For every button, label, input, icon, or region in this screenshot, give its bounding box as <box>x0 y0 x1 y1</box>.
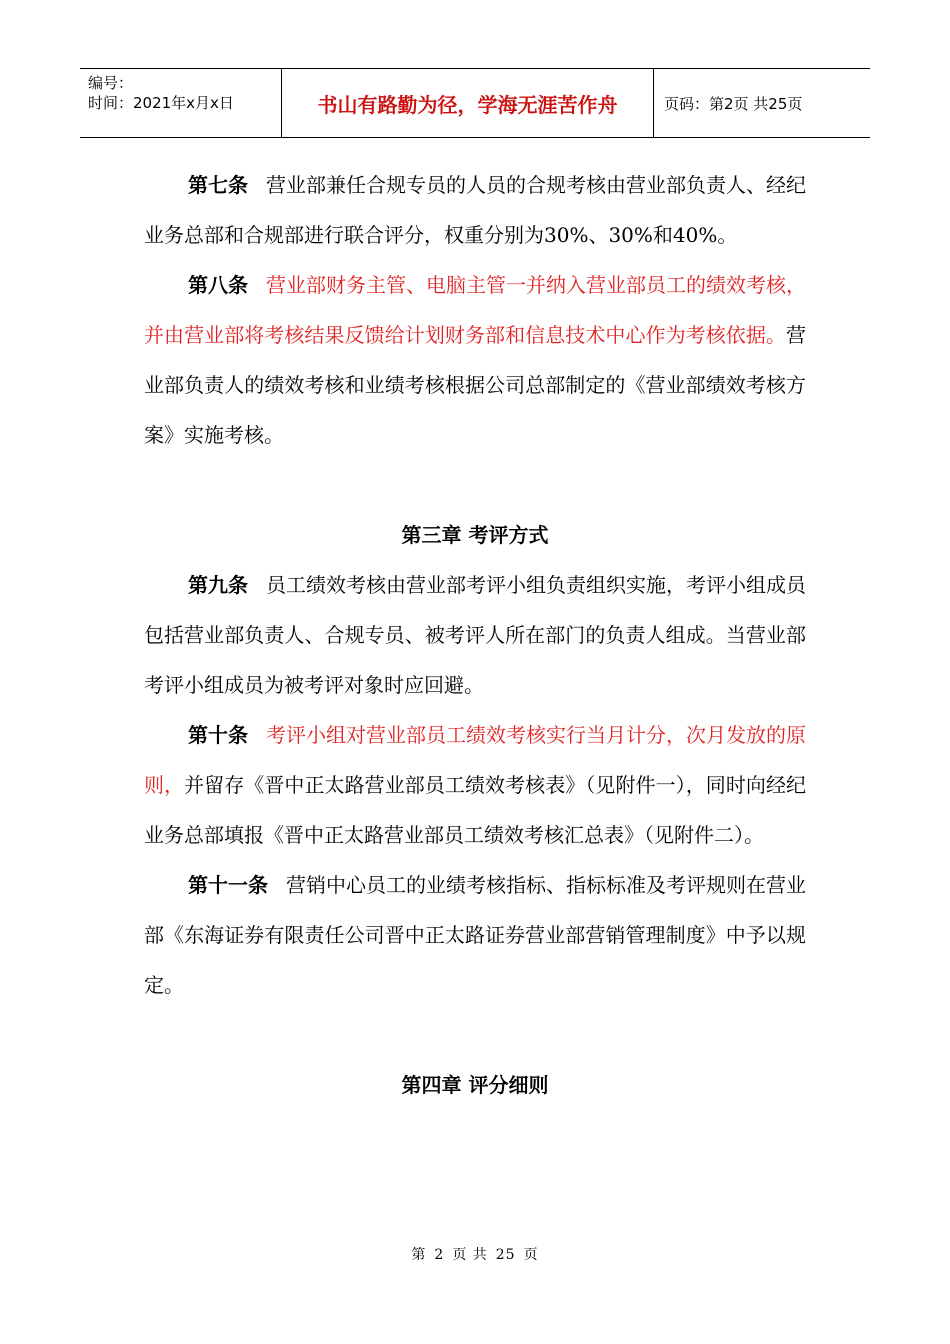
chapter-3-heading: 第三章 考评方式 <box>401 523 549 547</box>
article-10-highlight: 考评小组对营业部员工绩效考核实行当月计分，次月发放的原则， <box>144 723 806 797</box>
article-7-text: 营业部兼任合规专员的人员的合规考核由营业部负责人、经纪业务总部和合规部进行联合评分，权重分别为30%、30%和40%。 <box>144 173 806 247</box>
article-9 <box>144 560 806 710</box>
footer-page-number: 2 <box>434 1247 445 1263</box>
article-11-text: 营销中心员工的业绩考核指标、指标标准及考评规则在营业部《东海证券有限责任公司晋中正太路证券营业部营销管理制度》中予以规定。 <box>144 873 806 997</box>
document-body <box>144 160 806 1110</box>
article-7 <box>144 160 806 260</box>
footer-total-pages: 25 <box>495 1247 516 1263</box>
footer-suffix: 页 <box>523 1247 539 1263</box>
chapter-4-heading: 第四章 评分细则 <box>401 1073 549 1097</box>
footer-mid: 页 共 <box>452 1247 488 1263</box>
document-time-label: 时间：2021年x月x日 <box>88 94 234 112</box>
page-footer <box>0 1244 950 1264</box>
header-page-info: 页码：第2页 共25页 <box>664 94 803 113</box>
article-8-highlight: 营业部财务主管、电脑主管一并纳入营业部员工的绩效考核，并由营业部将考核结果反馈给计划财务部和信息技术中心作为考核依据。 <box>144 273 806 347</box>
article-10 <box>144 710 806 860</box>
article-11-lead: 第十一条 <box>188 873 268 897</box>
article-8-text: 营业部负责人的绩效考核和业绩考核根据公司总部制定的《营业部绩效考核方案》实施考核。 <box>144 323 806 447</box>
article-10-lead: 第十条 <box>188 723 248 747</box>
article-7-lead: 第七条 <box>188 173 248 197</box>
article-9-text: 员工绩效考核由营业部考评小组负责组织实施，考评小组成员包括营业部负责人、合规专员、被考评人所在部门的负责人组成。当营业部考评小组成员为被考评对象时应回避。 <box>144 573 806 697</box>
header-meta <box>80 69 282 137</box>
article-10-text: 并留存《晋中正太路营业部员工绩效考核表》（见附件一），同时向经纪业务总部填报《晋中正太路营业部员工绩效考核汇总表》（见附件二）。 <box>144 773 807 847</box>
article-9-lead: 第九条 <box>188 573 248 597</box>
header-motto: 书山有路勤为径，学海无涯苦作舟 <box>282 69 654 137</box>
footer-prefix: 第 <box>411 1247 427 1263</box>
article-8-lead: 第八条 <box>188 273 248 297</box>
page-header <box>80 68 870 138</box>
article-8 <box>144 260 806 460</box>
document-number-label: 编号： <box>88 74 134 92</box>
article-11 <box>144 860 806 1010</box>
